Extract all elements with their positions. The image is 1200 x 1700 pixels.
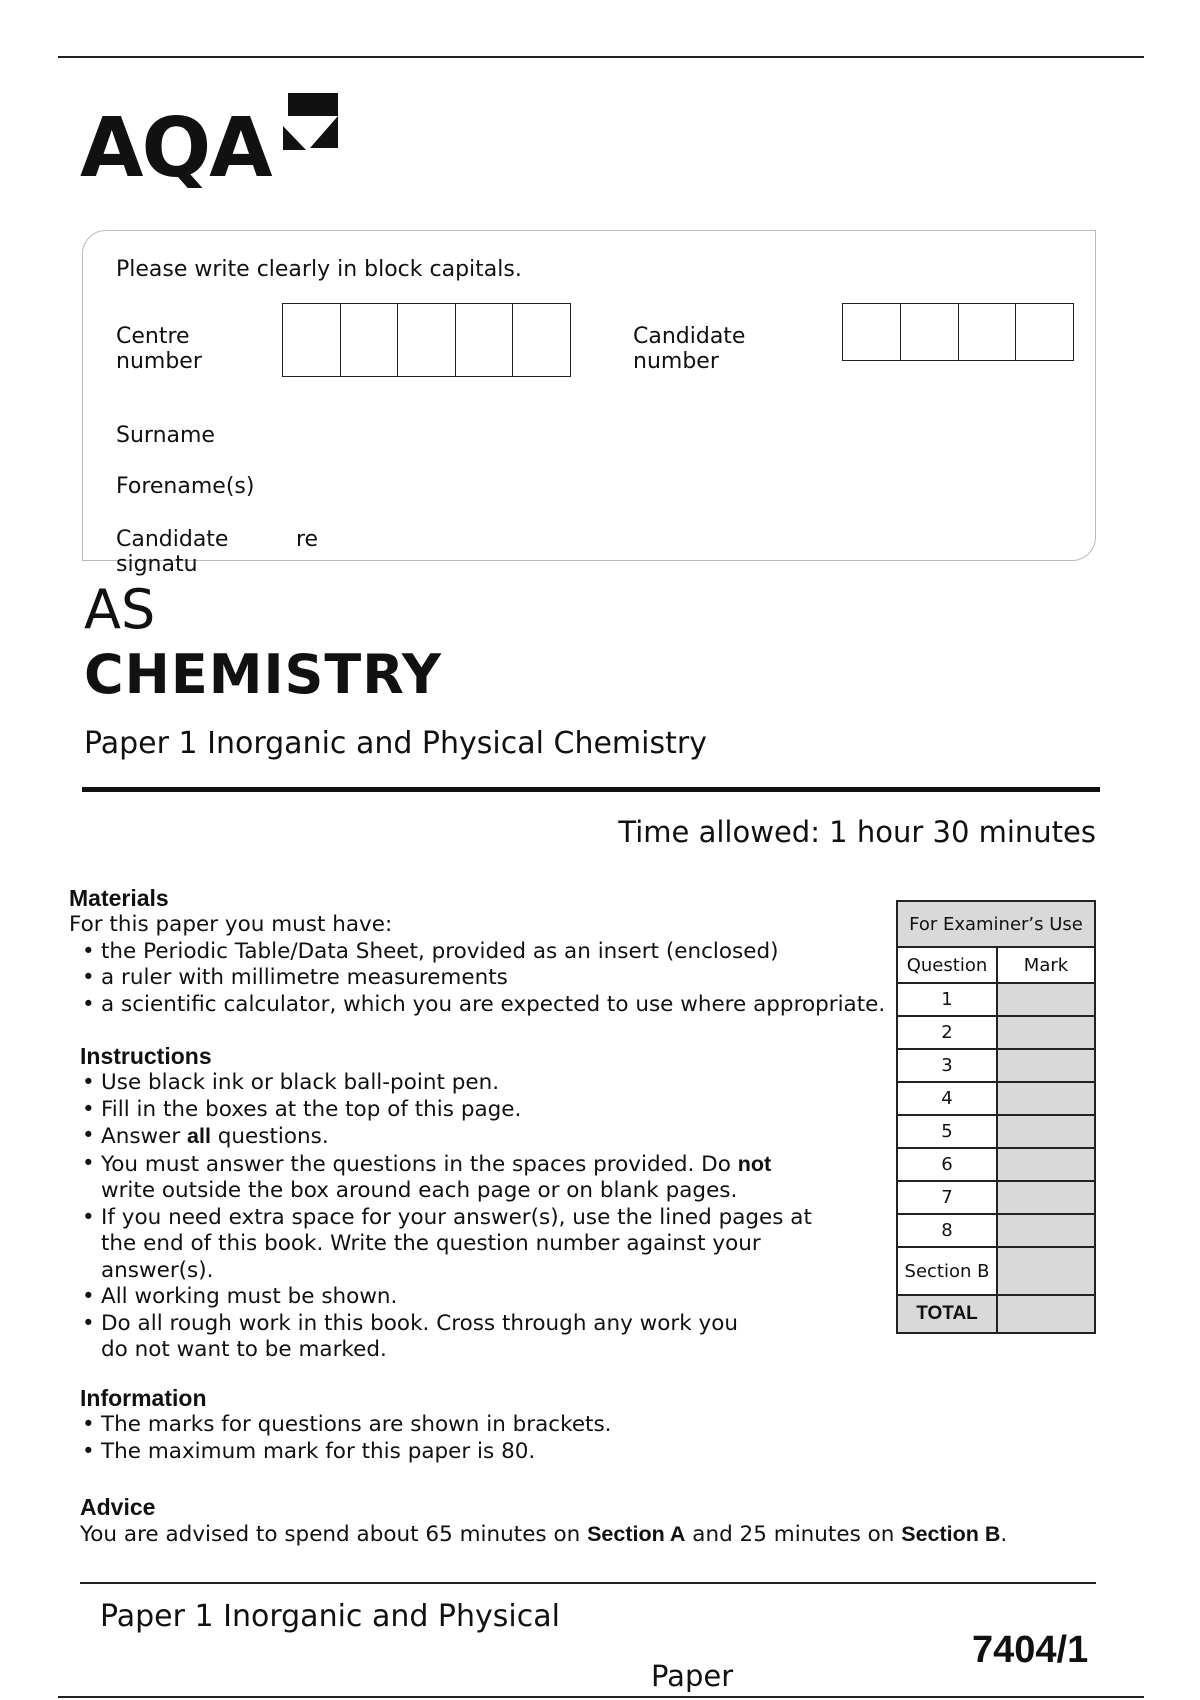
mark-cell [997,1181,1095,1214]
mark-cell [997,1148,1095,1181]
aqa-logo-text: AQA [80,101,271,188]
text-run: You are advised to spend about 65 minutes on [80,1522,588,1547]
text-run: Answer [101,1124,188,1149]
mark-cell [997,1115,1095,1148]
list-item: • The maximum mark for this paper is 80. [78,1439,980,1466]
centre-number-digit-box[interactable] [283,304,341,376]
footer-paper-title: Paper 1 Inorganic and Physical [100,1599,560,1634]
footer-rule [80,1582,1096,1584]
text-run: questions. [210,1124,329,1149]
mark-cell [997,1016,1095,1049]
advice-text [80,1521,1120,1549]
title-rule [82,787,1100,792]
materials-list [78,939,929,1019]
emphasis: not [737,1151,772,1176]
question-number: 3 [897,1049,997,1082]
centre-number-digit-box[interactable] [398,304,456,376]
list-item: • a scientific calculator, which you are expected to use where appropriate. [78,992,929,1019]
advice-heading: Advice [80,1494,156,1520]
candidate-signature-label: Candidate signatu [116,527,229,577]
mark-cell [997,983,1095,1016]
candidate-number-digit-box[interactable] [959,304,1017,360]
emphasis: Section A [587,1522,686,1546]
top-rule [58,56,1144,58]
qualification-level: AS [84,578,156,641]
surname-label: Surname [116,423,215,448]
question-number: 6 [897,1148,997,1181]
text-run: You must answer the questions in the spaces provided. Do [101,1151,738,1177]
centre-number-digit-box[interactable] [341,304,399,376]
question-number: 5 [897,1115,997,1148]
section-b-label: Section B [897,1247,997,1295]
list-item [78,1151,821,1205]
list-item: • the Periodic Table/Data Sheet, provided as an insert (enclosed) [78,939,929,966]
list-item: • All working must be shown. [78,1284,850,1311]
candidate-number-digit-box[interactable] [843,304,901,360]
aqa-logo [80,88,340,188]
total-label: TOTAL [897,1295,997,1333]
question-number: 4 [897,1082,997,1115]
text-run: and 25 minutes on [685,1522,902,1547]
information-section [80,1385,980,1465]
list-item: • If you need extra space for your answer(s), use the lined pages at the end of this book. Write the question number against your answer(s). [78,1205,831,1285]
list-item: • The marks for questions are shown in brackets. [78,1412,980,1439]
mark-cell [997,1082,1095,1115]
list-item: • Use black ink or black ball-point pen. [78,1070,850,1097]
list-item: • Do all rough work in this book. Cross through any work you do not want to be marked. [78,1311,741,1364]
list-item: • a ruler with millimetre measurements [78,965,929,992]
paper-title: Paper 1 Inorganic and Physical Chemistry [84,726,707,761]
time-allowed: Time allowed: 1 hour 30 minutes [618,815,1096,849]
instructions-list [78,1070,850,1364]
question-number: 2 [897,1016,997,1049]
materials-heading: Materials [69,885,169,911]
paper-code: 7404/1 [972,1629,1089,1671]
text-run: write outside the box around each page or on blank pages. [101,1178,738,1203]
total-mark-cell [997,1295,1095,1333]
question-number: 8 [897,1214,997,1247]
mark-cell [997,1214,1095,1247]
materials-intro: For this paper you must have: [69,912,393,937]
candidate-number-digit-box[interactable] [1016,304,1073,360]
advice-section [80,1494,1120,1549]
centre-number-label: Centre number [116,324,202,374]
centre-number-boxes [282,303,571,377]
candidate-number-digit-box[interactable] [901,304,959,360]
candidate-number-label: Candidate number [633,324,746,374]
mark-column-header: Mark [997,947,1095,983]
question-column-header: Question [897,947,997,983]
emphasis: Section B [901,1522,1001,1546]
emphasis: all [187,1124,211,1148]
examiners-use-title: For Examiner’s Use [897,901,1095,947]
materials-section [69,885,929,1018]
forenames-label: Forename(s) [116,474,255,499]
question-number: 1 [897,983,997,1016]
text-run: . [1000,1522,1008,1547]
instructions-section [80,1043,850,1364]
list-item: • Fill in the boxes at the top of this page. [78,1097,850,1124]
candidate-signature-label-end: re [296,527,319,552]
candidate-number-boxes [842,303,1074,361]
mark-cell [997,1049,1095,1082]
subject-title: CHEMISTRY [84,643,442,706]
centre-number-digit-box[interactable] [456,304,514,376]
examiners-use-table [896,900,1096,1334]
instructions-heading: Instructions [80,1043,212,1069]
question-number: 7 [897,1181,997,1214]
list-item [78,1123,850,1151]
information-heading: Information [80,1385,207,1411]
mark-cell [997,1247,1095,1295]
block-capitals-instruction: Please write clearly in block capitals. [116,257,522,282]
centre-number-digit-box[interactable] [513,304,570,376]
footer-paper-label: Paper [651,1659,734,1693]
bottom-rule [58,1696,1144,1698]
information-list [78,1412,980,1465]
